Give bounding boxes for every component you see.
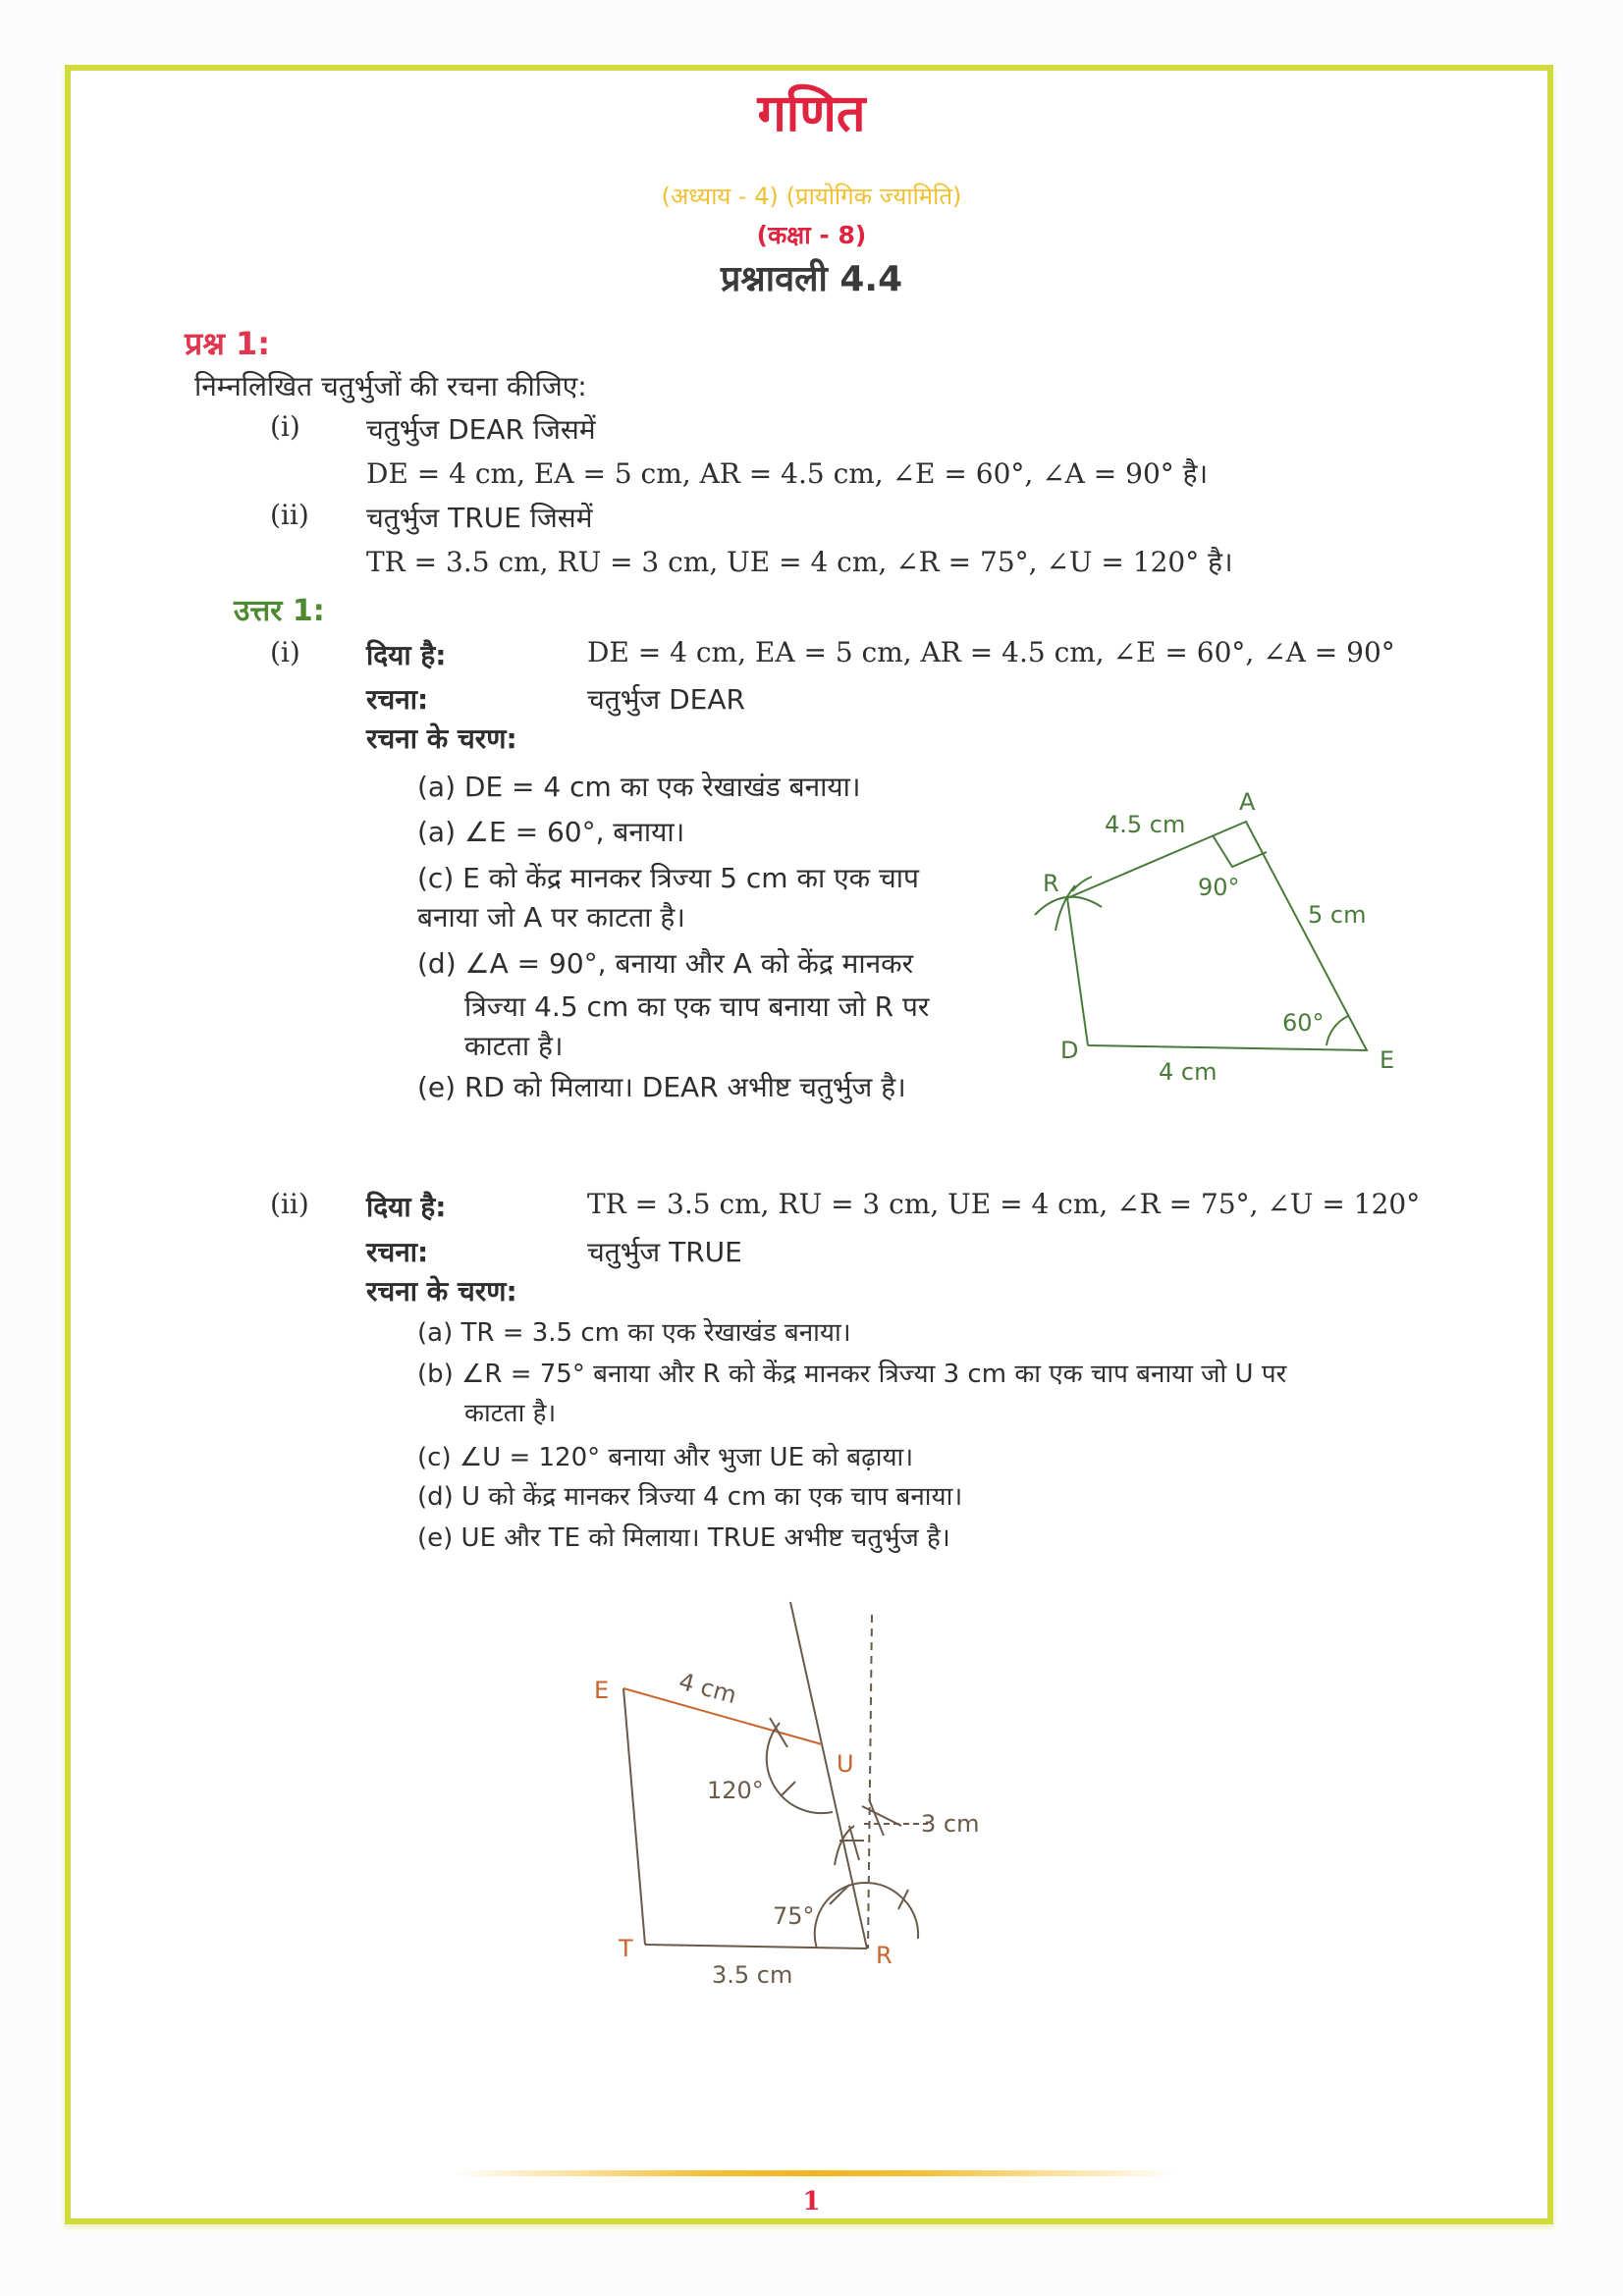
question-label: प्रश्न 1: [185, 325, 271, 362]
answer-part-marker: (i) [270, 636, 300, 668]
vertex-label-t: T [619, 1935, 633, 1962]
given-value: DE = 4 cm, EA = 5 cm, AR = 4.5 cm, ∠E = 60°, ∠A = 90° [587, 636, 1395, 668]
side-label: 3.5 cm [712, 1961, 793, 1989]
answer-part-marker: (ii) [270, 1188, 309, 1220]
step-item: काटता है। [464, 1030, 564, 1062]
answer-label: उत्तर 1: [234, 594, 325, 628]
given-value: TR = 3.5 cm, RU = 3 cm, UE = 4 cm, ∠R = 75°, ∠U = 120° [587, 1188, 1421, 1220]
angle-label: 90° [1198, 874, 1240, 901]
construction-label: रचना: [366, 683, 429, 716]
step-item: (c) ∠U = 120° बनाया और भुजा UE को बढ़ाया। [417, 1443, 914, 1472]
given-label: दिया है: [366, 639, 447, 671]
side-label: 3 cm [921, 1810, 980, 1838]
figure-quadrilateral-dear [1021, 766, 1414, 1090]
step-item: (e) UE और TE को मिलाया। TRUE अभीष्ट चतुर्भुज है। [417, 1523, 950, 1553]
step-item: (a) TR = 3.5 cm का एक रेखाखंड बनाया। [417, 1318, 851, 1348]
chapter-name: (प्रायोगिक ज्यामिति) [785, 183, 962, 210]
construction-value: चतुर्भुज DEAR [587, 683, 745, 716]
steps-label: रचना के चरण: [366, 1275, 517, 1308]
angle-label: 60° [1282, 1009, 1325, 1037]
angle-label: 75° [773, 1902, 815, 1930]
question-part-values: DE = 4 cm, EA = 5 cm, AR = 4.5 cm, ∠E = 60°, ∠A = 90° है। [366, 457, 1209, 490]
page-number: 1 [802, 2187, 821, 2216]
subject-title: गणित [757, 84, 866, 143]
question-prompt: निम्नलिखित चतुर्भुजों की रचना कीजिए: [194, 370, 587, 402]
vertex-label-e: E [594, 1677, 610, 1704]
question-part-marker: (ii) [270, 499, 309, 531]
step-item: (d) ∠A = 90°, बनाया और A को केंद्र मानकर [417, 947, 914, 980]
exercise-title: प्रश्नावली 4.4 [720, 259, 903, 299]
side-label: 4 cm [1159, 1058, 1217, 1086]
vertex-label-d: D [1060, 1037, 1079, 1064]
step-item: काटता है। [464, 1399, 557, 1428]
figure-quadrilateral-true [569, 1590, 1011, 2002]
step-item: (c) E को केंद्र मानकर त्रिज्या 5 cm का एक चाप [417, 862, 919, 894]
question-part-text: चतुर्भुज TRUE जिसमें [366, 502, 593, 534]
side-label: 5 cm [1308, 901, 1367, 929]
step-item: (b) ∠R = 75° बनाया और R को केंद्र मानकर त्रिज्या 3 cm का एक चाप बनाया जो U पर [417, 1360, 1287, 1389]
question-part-text: चतुर्भुज DEAR जिसमें [366, 413, 596, 446]
chapter-line [0, 180, 1623, 212]
given-label: दिया है: [366, 1191, 447, 1223]
vertex-label-a: A [1239, 788, 1256, 816]
question-part-marker: (i) [270, 410, 300, 443]
footer-divider [452, 2170, 1178, 2176]
vertex-label-r: R [876, 1942, 893, 1969]
vertex-label-r: R [1043, 870, 1059, 897]
steps-label: रचना के चरण: [366, 722, 517, 755]
step-item: (e) RD को मिलाया। DEAR अभीष्ट चतुर्भुज है। [417, 1071, 906, 1103]
question-part-values: TR = 3.5 cm, RU = 3 cm, UE = 4 cm, ∠R = 75°, ∠U = 120° है। [366, 546, 1233, 578]
side-label: 4 cm [676, 1667, 740, 1710]
construction-label: रचना: [366, 1236, 429, 1268]
vertex-label-e: E [1380, 1046, 1395, 1074]
vertex-label-u: U [837, 1750, 854, 1778]
step-item: बनाया जो A पर काटता है। [417, 901, 685, 934]
step-item: (d) U को केंद्र मानकर त्रिज्या 4 cm का एक चाप बनाया। [417, 1482, 963, 1512]
chapter-number: (अध्याय - 4) [661, 183, 779, 210]
side-label: 4.5 cm [1105, 811, 1186, 838]
construction-value: चतुर्भुज TRUE [587, 1236, 742, 1268]
step-item: (a) DE = 4 cm का एक रेखाखंड बनाया। [417, 771, 861, 803]
class-label: (कक्षा - 8) [756, 221, 867, 249]
step-item: (a) ∠E = 60°, बनाया। [417, 816, 685, 848]
step-item: त्रिज्या 4.5 cm का एक चाप बनाया जो R पर [464, 990, 930, 1023]
angle-label: 120° [707, 1777, 764, 1804]
